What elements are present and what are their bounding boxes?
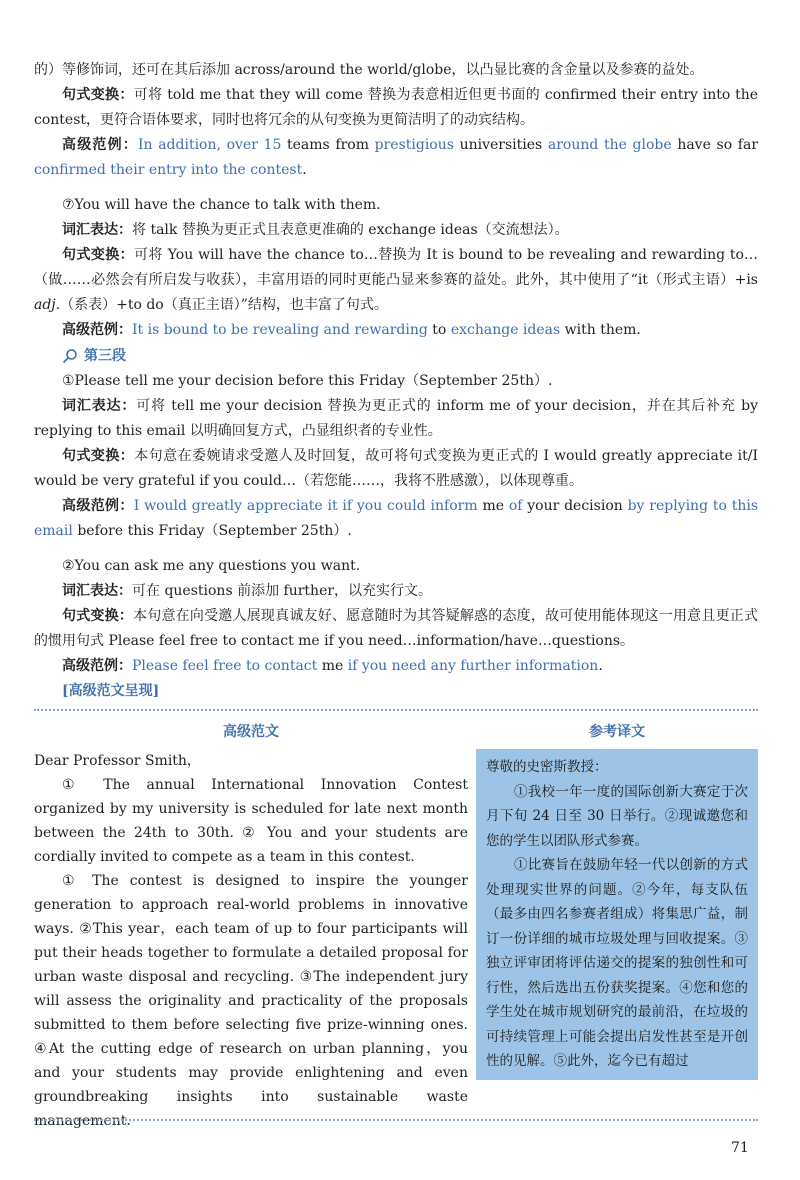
translation-paragraph-2: ①比赛旨在鼓励年轻一代以创新的方式处理现实世界的问题。②今年，每支队伍（最多由四名参赛者组成）将集思广益，制订一份详细的城市垃圾处理与回收提案。③独立评审团将评估递交的提案的独创性和可行性，然后选出五份获奖提案。④您和您的学生处在城市规划研究的最前沿，在垃圾的可持续管理上可能会提出启发性甚至是开创性的见解。⑤此外，迄今已有超过 xyxy=(486,857,748,1069)
sentence-transform-2: 句式变换：可将 told me that they will come 替换为表意相近但更书面的 confirmed their entry into the contest，更符合语体要求，同时也将冗余的从句变换为更简洁明了的动宾结构。 xyxy=(34,87,758,128)
original-sentence-3-2: ②You can ask me any questions you want. xyxy=(62,558,361,574)
english-essay-column xyxy=(34,721,468,1133)
two-column-essay xyxy=(34,721,758,1133)
translation-column xyxy=(476,721,758,1133)
vocabulary-7: 词汇表达：将 talk 替换为更正式且表意更准确的 exchange ideas（交流想法）。 xyxy=(62,222,569,238)
paragraph-continuation: 的）等修饰词，还可在其后添加 across/around the world/globe，以凸显比赛的含金量以及参赛的益处。 xyxy=(34,62,704,78)
original-sentence-7: ⑦You will have the chance to talk with them. xyxy=(62,197,381,213)
advanced-example-3-2: 高级范例：Please feel free to contact me if you need any further information. xyxy=(62,658,603,674)
advanced-example-2: 高级范例：In addition, over 15 teams from prestigious universities around the globe have so far confirmed their entry into the contest. xyxy=(34,137,759,178)
magnifier-icon xyxy=(62,348,78,364)
translation-greeting: 尊敬的史密斯教授： xyxy=(486,759,608,775)
bottom-divider xyxy=(34,1119,758,1121)
vocabulary-3-1: 词汇表达：可将 tell me your decision 替换为更正式的 inform me of your decision，并在其后补充 by replying to this email 以明确回复方式，凸显组织者的专业性。 xyxy=(34,398,759,439)
divider xyxy=(34,709,758,711)
vocabulary-3-2: 词汇表达：可在 questions 前添加 further，以充实行文。 xyxy=(62,583,433,599)
translation-column-title: 参考译文 xyxy=(589,724,645,740)
essay-greeting: Dear Professor Smith， xyxy=(34,753,201,769)
english-column-title: 高级范文 xyxy=(223,724,279,740)
original-sentence-3-1: ①Please tell me your decision before this Friday（September 25th）. xyxy=(62,373,553,389)
essay-paragraph-2: ① The contest is designed to inspire the younger generation to approach real-world problems in innovative ways. ②This year，each team of up to four participants will put their heads together to formulate a detailed proposal for urban waste disposal and recycling. ③The independent jury will assess the originality and practicality of the proposals submitted to them before selecting five prize-winning ones. ④At the cutting edge of research on urban planning，you and your students may provide enlightening and even groundbreaking insights into sustainable waste management. xyxy=(34,873,468,1129)
advanced-example-3-1: 高级范例：I would greatly appreciate it if you could inform me of your decision by replying to this email before this Friday（September 25th）. xyxy=(34,498,758,539)
section-heading-3 xyxy=(62,343,758,369)
sentence-transform-3-1: 句式变换：本句意在委婉请求受邀人及时回复，故可将句式变换为更正式的 I would greatly appreciate it/I would be very grateful if you could…（若您能……，我将不胜感激），以体现尊重。 xyxy=(34,448,759,489)
sentence-transform-7: 句式变换：可将 You will have the chance to…替换为 It is bound to be revealing and rewarding to…（做……必然会有所启发与收获），丰富用语的同时更能凸显来参赛的益处。此外，其中使用了“it（形式主语）+is adj.（系表）+to do（真正主语）”结构，也丰富了句式。 xyxy=(34,247,758,313)
advanced-example-7: 高级范例：It is bound to be revealing and rewarding to exchange ideas with them. xyxy=(62,322,641,338)
section-title: 第三段 xyxy=(84,348,126,364)
translation-box xyxy=(476,749,758,1080)
model-essay-heading: [高级范文呈现] xyxy=(62,683,160,699)
page-content xyxy=(34,58,758,1133)
essay-paragraph-1: ① The annual International Innovation Contest organized by my university is scheduled for late next month between the 24th to 30th. ② You and your students are cordially invited to compete as a team in this contest. xyxy=(34,777,468,865)
translation-paragraph-1: ①我校一年一度的国际创新大赛定于次月下旬 24 日至 30 日举行。②现诚邀您和您的学生以团队形式参赛。 xyxy=(486,783,748,849)
sentence-transform-3-2: 句式变换：本句意在向受邀人展现真诚友好、愿意随时为其答疑解惑的态度，故可使用能体现这一用意且更正式的惯用句式 Please feel free to contact me if you need…information/have…questions。 xyxy=(34,608,759,649)
page-number: 71 xyxy=(731,1140,749,1156)
